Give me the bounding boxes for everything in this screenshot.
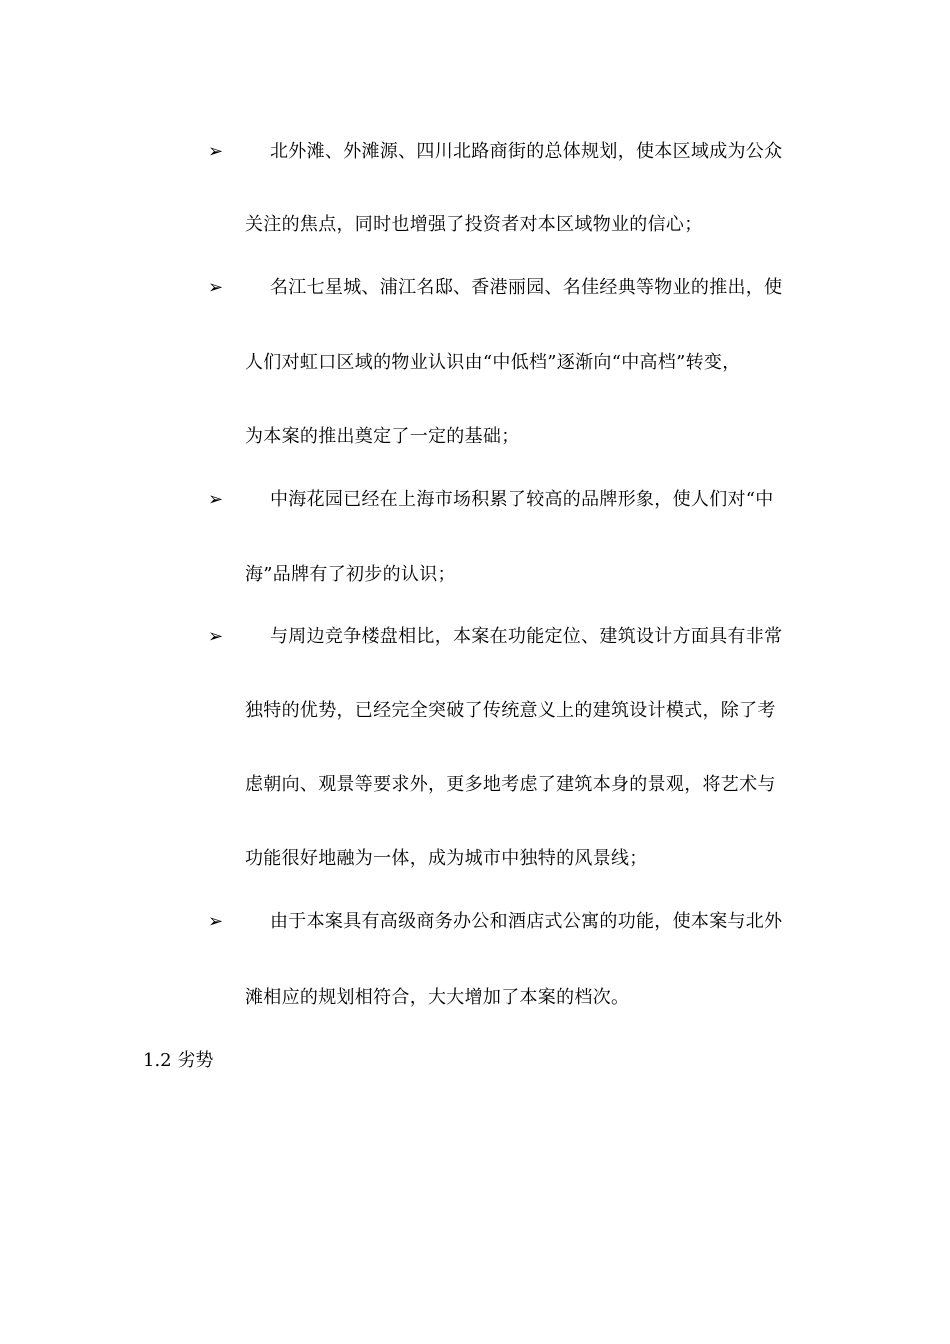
paragraph-line: 功能很好地融为一体，成为城市中独特的风景线； [245, 848, 648, 869]
paragraph-line: 海”品牌有了初步的认识； [245, 564, 456, 585]
bullet-arrow-icon: ➢ [208, 626, 224, 647]
paragraph-line: 独特的优势，已经完全突破了传统意义上的建筑设计模式，除了考 [245, 700, 776, 721]
paragraph-line: 中海花园已经在上海市场积累了较高的品牌形象，使人们对“中 [270, 489, 774, 510]
paragraph-line: 人们对虹口区域的物业认识由“中低档”逐渐向“中高档”转变， [245, 352, 741, 373]
paragraph-line: 为本案的推出奠定了一定的基础； [245, 426, 520, 447]
section-heading: 1.2 劣势 [143, 1050, 214, 1071]
bullet-arrow-icon: ➢ [208, 277, 224, 298]
bullet-arrow-icon: ➢ [208, 489, 224, 510]
bullet-arrow-icon: ➢ [208, 141, 224, 162]
paragraph-line: 由于本案具有高级商务办公和酒店式公寓的功能，使本案与北外 [270, 911, 783, 932]
bullet-arrow-icon: ➢ [208, 911, 224, 932]
paragraph-line: 与周边竞争楼盘相比，本案在功能定位、建筑设计方面具有非常 [270, 626, 783, 647]
paragraph-line: 滩相应的规划相符合，大大增加了本案的档次。 [245, 987, 630, 1008]
paragraph-line: 北外滩、外滩源、四川北路商街的总体规划，使本区域成为公众 [270, 141, 783, 162]
paragraph-line: 名江七星城、浦江名邸、香港丽园、名佳经典等物业的推出，使 [270, 277, 783, 298]
paragraph-line: 虑朝向、观景等要求外，更多地考虑了建筑本身的景观，将艺术与 [245, 774, 776, 795]
paragraph-line: 关注的焦点，同时也增强了投资者对本区域物业的信心； [245, 214, 703, 235]
